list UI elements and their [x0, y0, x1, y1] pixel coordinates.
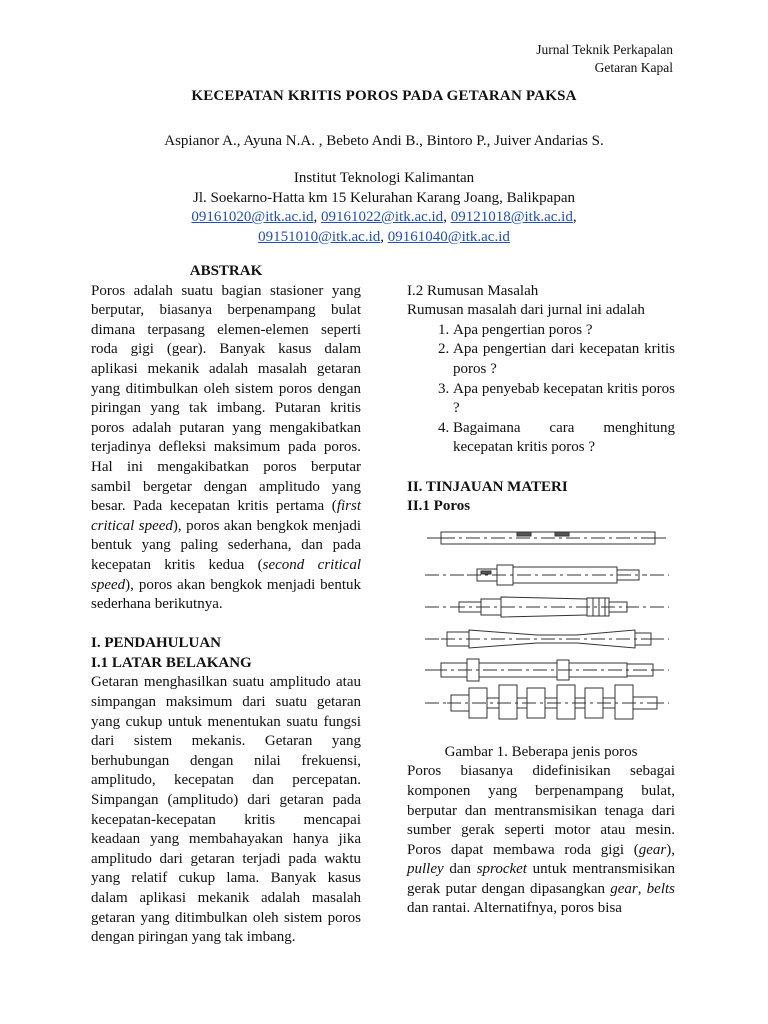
section-heading-review: II. TINJAUAN MATERI	[407, 478, 568, 495]
section-heading-intro: I. PENDAHULUAN	[91, 635, 222, 652]
author-list: Aspianor A., Ayuna N.A. , Bebeto Andi B., Bintoro P., Juiver Andarias S.	[164, 133, 604, 149]
shaft-text	[407, 762, 675, 919]
subsection-heading-background: I.1 LATAR BELAKANG	[91, 654, 252, 671]
background-text: Getaran menghasilkan suatu amplitudo atau simpangan maksimum dari suatu getaran yang cukup untuk menentukan suatu fungsi dari sistem mekanis. Getaran yang berhubungan dengan nilai frekuensi, amplitudo, kecepatan dan percepatan. Simpangan (amplitudo) dari getaran pada kecepatan-kecepatan kritis mencapai keadaan yang membahayakan hanya jika amplitudo dari getaran terjadi pada waktu yang relatif cukup lama. Banyak kasus dalam aplikasi mekanik adalah masalah getaran yang ditimbulkan oleh sistem poros dengan piringan yang tak imbang.	[91, 674, 361, 946]
abstract-heading: ABSTRAK	[189, 263, 263, 279]
left-column	[91, 262, 361, 948]
abstract-text-part: ), poros akan bengkok menjadi bentuk yang paling sederhana, dan pada kecepatan kritis kedua (	[91, 517, 361, 573]
email-link[interactable]: 09151010@itk.ac.id	[258, 228, 381, 245]
abstract-emphasis: second critical speed	[91, 556, 361, 593]
shaft-text-emphasis: gear	[610, 880, 638, 897]
institution-name: Institut Teknologi Kalimantan	[293, 170, 475, 186]
problem-list	[407, 321, 675, 458]
shaft-text-part: Poros biasanya didefinisikan sebagai komponen yang berpenampang bulat, berputar dan mentransmisikan tenaga dari sumber gerak seperti motor atau mesin. Poros dapat membawa roda gigi (	[407, 763, 675, 858]
shaft-text-emphasis: pulley	[407, 861, 444, 878]
abstract-text-part: ), poros akan bengkok menjadi bentuk sederhana berikutnya.	[91, 576, 361, 613]
subsection-heading-problem: I.2 Rumusan Masalah	[407, 282, 539, 299]
subsection-heading-shaft: II.1 Poros	[407, 498, 471, 515]
shaft-types-figure	[407, 523, 675, 723]
shaft-text-emphasis: gear	[638, 841, 667, 858]
email-line-2: 09151010@itk.ac.id, 09161040@itk.ac.id	[258, 228, 510, 245]
shaft-text-emphasis: sprocket	[476, 861, 527, 878]
email-link[interactable]: 09161020@itk.ac.id	[191, 209, 314, 225]
shaft-text-emphasis: belts	[646, 880, 675, 897]
stepped-shaft-drawing	[425, 565, 669, 585]
abstract-emphasis: first critical speed	[91, 498, 361, 534]
shaft-text-part: dan rantai. Alternatifnya, poros bisa	[407, 900, 622, 917]
email-link[interactable]: 09161040@itk.ac.id	[387, 228, 510, 245]
crankshaft-drawing	[425, 685, 669, 719]
email-line-1: 09161020@itk.ac.id, 09161022@itk.ac.id, 09121018@itk.ac.id,	[191, 209, 577, 225]
shaft-text-part: untuk mentransmisikan gerak putar dengan dipasangkan	[407, 861, 675, 897]
collared-shaft-drawing	[425, 659, 669, 681]
shaft-text-part: dan	[443, 861, 477, 878]
email-link[interactable]: 09121018@itk.ac.id	[450, 209, 573, 225]
shaft-text-part: ,	[637, 880, 647, 897]
tapered-shaft-drawing	[425, 630, 669, 648]
right-column	[407, 262, 675, 919]
shaft-text-part: ),	[666, 841, 675, 858]
list-item: 2. Apa pengertian dari kecepatan kritis poros ?	[453, 340, 675, 379]
list-item: 1. Apa pengertian poros ?	[453, 321, 675, 341]
list-item: 3. Apa penyebab kecepatan kritis poros ?	[453, 380, 675, 419]
running-header	[536, 41, 673, 77]
abstract-text	[91, 282, 361, 615]
abstract-text-part: Poros adalah suatu bagian stasioner yang berputar, biasanya berpenampang bulat dimana terpasang elemen-elemen seperti roda gigi (gear). Banyak kasus dalam aplikasi mekanik adalah masalah getaran yang ditimbulkan oleh sistem poros dengan piringan yang tak imbang. Putaran kritis poros adalah putaran yang mengakibatkan terjadinya defleksi maksimum pada poros. Hal ini mengakibatkan poros berputar sambil bergetar dengan amplitudo yang besar. Pada kecepatan kritis pertama (	[91, 282, 361, 515]
threaded-shaft-drawing	[425, 597, 669, 617]
problem-intro: Rumusan masalah dari jurnal ini adalah	[407, 302, 645, 319]
paper-title: KECEPATAN KRITIS POROS PADA GETARAN PAKSA	[191, 88, 577, 104]
list-item: 4. Bagaimana cara menghitung kecepatan kritis poros ?	[453, 419, 675, 458]
figure-caption: Gambar 1. Beberapa jenis poros	[444, 743, 638, 760]
journal-topic: Getaran Kapal	[594, 60, 673, 75]
plain-shaft-drawing	[427, 532, 667, 544]
email-link[interactable]: 09161022@itk.ac.id	[321, 209, 444, 225]
institution-address: Jl. Soekarno-Hatta km 15 Kelurahan Karang Joang, Balikpapan	[193, 189, 575, 206]
affiliation-block	[0, 169, 768, 247]
journal-name: Jurnal Teknik Perkapalan	[536, 42, 673, 57]
